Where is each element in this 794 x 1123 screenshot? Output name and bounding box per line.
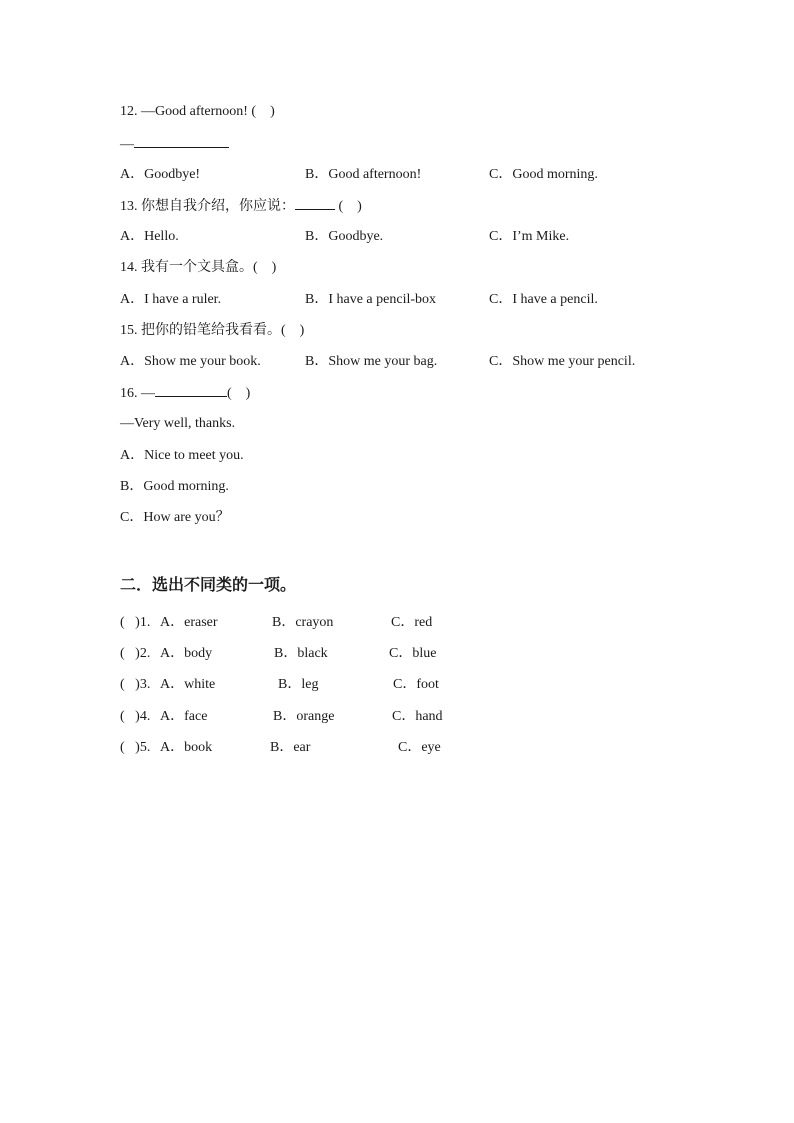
option-b: B．Good afternoon! — [305, 167, 422, 182]
answer-blank[interactable] — [295, 197, 335, 210]
option-a: A．face — [160, 709, 208, 724]
option-c: C．hand — [392, 709, 443, 724]
option-b: B．leg — [278, 677, 319, 692]
answer-blank[interactable] — [155, 384, 227, 397]
option-c: C．red — [391, 615, 433, 630]
option-c: C．Show me your pencil. — [489, 354, 636, 369]
option-b: B．orange — [273, 709, 335, 724]
option-c: C．I’m Mike. — [489, 229, 570, 244]
option-c: C．How are you？ — [120, 510, 230, 525]
option-b: B．black — [274, 646, 328, 661]
question-16-stem — [120, 384, 250, 403]
question-number: 12. — [120, 104, 138, 119]
option-a: A．Nice to meet you. — [120, 448, 244, 463]
option-a: A．Goodbye! — [120, 167, 201, 182]
option-a: A．book — [160, 740, 213, 755]
option-c: C．I have a pencil. — [489, 292, 598, 307]
item-number[interactable]: ( )4. — [120, 709, 151, 724]
option-b: B．crayon — [272, 615, 334, 630]
question-text: 你想自我介绍，你应说： — [141, 199, 295, 214]
option-a: A．white — [160, 677, 216, 692]
question-13-stem — [120, 197, 362, 216]
question-12-stem — [120, 103, 275, 121]
option-c: C．blue — [389, 646, 437, 661]
item-number[interactable]: ( )5. — [120, 740, 151, 755]
item-number[interactable]: ( )2. — [120, 646, 151, 661]
option-b: B．ear — [270, 740, 311, 755]
reply-dash: — — [141, 386, 155, 401]
section-heading: 二．选出不同类的一项。 — [120, 575, 297, 594]
question-number: 16. — [120, 386, 138, 401]
option-b: B．Show me your bag. — [305, 354, 438, 369]
answer-bracket: ( ) — [338, 199, 362, 214]
option-a: A．body — [160, 646, 213, 661]
question-text: 把你的铅笔给我看看。( ) — [141, 323, 305, 338]
option-a: A．Show me your book. — [120, 354, 261, 369]
question-16-reply: —Very well, thanks. — [120, 416, 236, 431]
option-c: C．foot — [393, 677, 439, 692]
question-14-stem — [120, 259, 276, 277]
option-b: B．Goodbye. — [305, 229, 384, 244]
answer-bracket: ( ) — [227, 386, 251, 401]
question-15-stem — [120, 322, 304, 340]
question-text: 我有一个文具盒。( ) — [141, 260, 277, 275]
question-number: 15. — [120, 323, 138, 338]
option-a: A．Hello. — [120, 229, 179, 244]
option-c: C．Good morning. — [489, 167, 598, 182]
option-c: C．eye — [398, 740, 441, 755]
option-a: A．I have a ruler. — [120, 292, 222, 307]
question-text: —Good afternoon! ( ) — [141, 104, 275, 119]
option-b: B．Good morning. — [120, 479, 229, 494]
reply-dash: — — [120, 137, 134, 152]
question-12-reply — [120, 135, 229, 154]
question-number: 13. — [120, 199, 138, 214]
question-number: 14. — [120, 260, 138, 275]
option-b: B．I have a pencil-box — [305, 292, 437, 307]
option-a: A．eraser — [160, 615, 218, 630]
item-number[interactable]: ( )1. — [120, 615, 151, 630]
item-number[interactable]: ( )3. — [120, 677, 151, 692]
answer-blank[interactable] — [134, 135, 229, 148]
